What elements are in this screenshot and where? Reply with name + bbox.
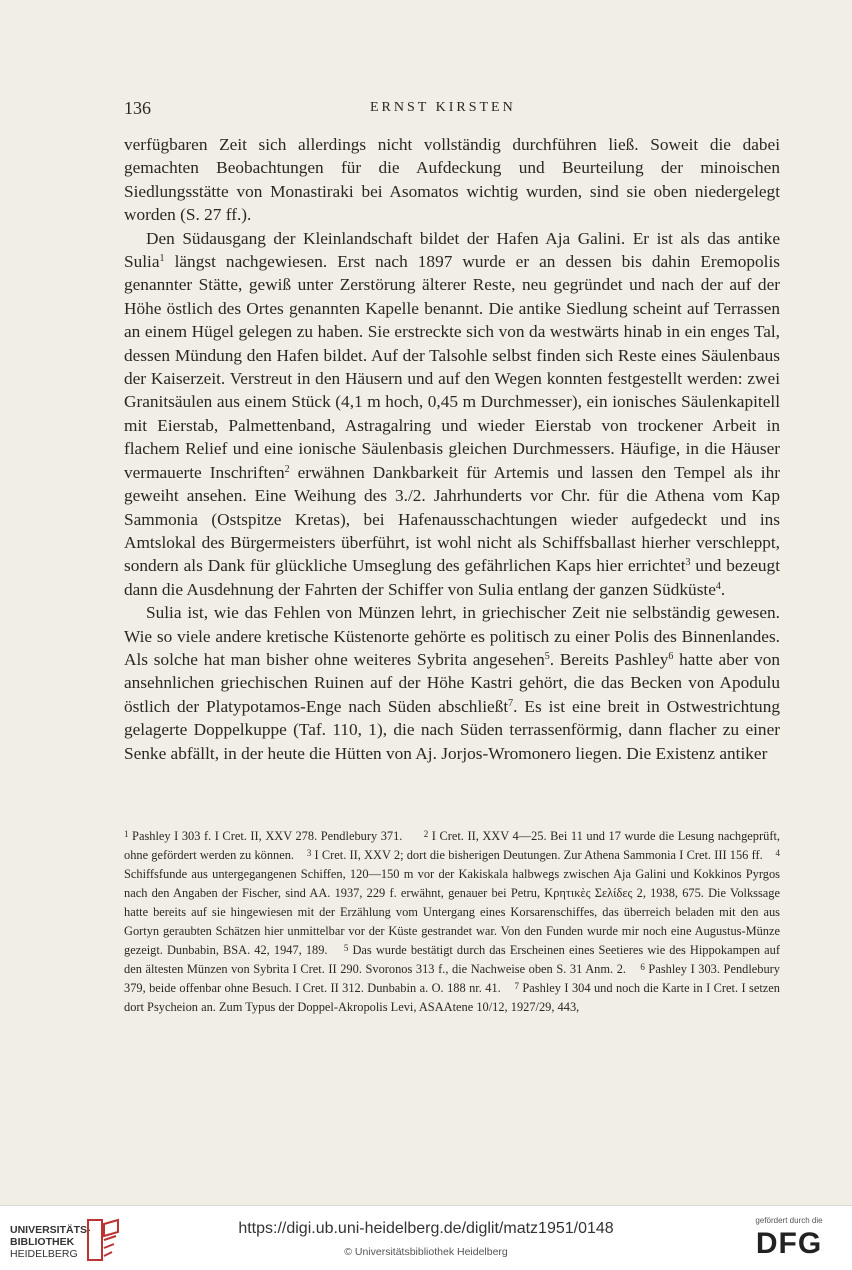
- library-logo-text[interactable]: UNIVERSITÄTS- BIBLIOTHEK HEIDELBERG: [10, 1224, 91, 1260]
- paragraph-2: Den Südausgang der Kleinlandschaft bildet der Hafen Aja Galini. Er ist als das antike Sulia$^1$ längst nachgewiesen. Erst nach 1897 wurde er an dessen bis dahin Eremopolis genannter Stätte, gewiß unter Zerstörung älterer Reste, neu gegründet und nach der auf der Höhe östlich des Ortes genannten Kapelle benannt. Die antike Siedlung scheint auf Terrassen an einem Hügel gelegen zu haben. Sie erstreckte sich von da westwärts hinab in ein enges Tal, dessen Mündung den Hafen bildet. Auf der Talsohle selbst finden sich Reste eines Säulenbaus der Kaiserzeit. Verstreut in den Häusern und auf den Wegen konnten festgestellt werden: zwei Granitsäulen aus einem Stück (4,1 m hoch, 0,45 m Durchmesser), ein ionisches Säulenkapitell mit Eierstab, Palmettenband, Astragalring und wieder Eierstab von trockener Arbeit in flachem Relief und eine ionische Säulenbasis gleichen Durchmessers. Häufige, in die Häuser vermauerte Inschriften$^2$ erwähnen Dankbarkeit für Artemis und lassen den Tempel als ihr geweiht ansehen. Eine Weihung des 3./2. Jahrhunderts vor Chr. für die Athena vom Kap Sammonia (Ostspitze Kretas), bei Hafenausschachtungen wieder aufgedeckt und ins Amtslokal des Bürgermeisters überführt, ist wohl nicht als Schiffsballast hierher verschleppt, sondern als Dank für glückliche Umseglung des gefährlichen Kaps hier errichtet$^3$ und bezeugt dann die Ausdehnung der Fahrten der Schiffer von Sulia entlang der ganzen Südküste$^4$.: [124, 228, 780, 599]
- footnote-number: 7: [514, 981, 519, 991]
- footnote-ref-6[interactable]: 6: [668, 650, 674, 662]
- footnote-number: 3: [306, 848, 312, 858]
- dfg-logo-icon: DFG: [755, 1227, 823, 1260]
- running-header: [124, 98, 780, 122]
- paragraph-3: Sulia ist, wie das Fehlen von Münzen lehrt, in griechischer Zeit nie selbständig gewesen. Wie so viele andere kretische Küstenorte gehörte es politisch zu einer Polis des Binnenlandes. Als solche hat man bisher ohne weiteres Sybrita angesehen$^5$. Bereits Pashley$^6$ hatte aber von ansehnlichen griechischen Ruinen auf der Höhe Kastri gehört, die das Becken von Apodulu östlich der Platypotamos-Enge nach Süden abschließt$^7$. Es ist eine breit in Ostwestrichtung gelagerte Doppelkuppe (Taf. 110, 1), die nach Süden terrassenförmig, dann flacher zu einer Senke abfällt, in der heute die Hütten von Aj. Jorjos-Wromonero liegen. Die Existenz antiker: [124, 603, 781, 763]
- main-text: [124, 133, 780, 765]
- footnote-number: 6: [640, 962, 645, 972]
- footnote-number: 1: [124, 829, 129, 839]
- viewer-footer: [0, 1205, 852, 1270]
- footnote-number: 4: [775, 848, 781, 858]
- footnote-ref-5[interactable]: 5: [544, 650, 550, 662]
- footnote-ref-4[interactable]: 4: [715, 580, 721, 592]
- footnote-ref-1[interactable]: 1: [159, 253, 165, 265]
- footnote-number: 5: [343, 943, 349, 953]
- footnotes: [124, 827, 780, 1017]
- paragraph-1: verfügbaren Zeit sich allerdings nicht vollständig durchführen ließ. Soweit die dabei gemachten Beobachtungen für die Aufdeckung und Beurteilung der minoischen Siedlungsstätte von Monastiraki bei Asomatos wichtig wurden, sind sie oben niedergelegt worden (S. 27 ff.).: [124, 135, 780, 225]
- page-number: 136: [124, 98, 151, 118]
- running-title: ERNST KIRSTEN: [370, 100, 516, 115]
- footnote-block: $^1$ Pashley I 303 f. I Cret. II, XXV 278. Pendlebury 371. $^2$ I Cret. II, XXV 4—25. Bei 11 und 17 wurde die Lesung nachgeprüft, ohne gefördert werden zu können. $^3$ I Cret. II, XXV 2; dort die bisherigen Deutungen. Zur Athena Sammonia I Cret. III 156 ff. $^4$ Schiffsfunde aus untergegangenen Schiffen, 120—150 m vor der Kakiskala halbwegs zwischen Aja Galini und Kokkinos Pyrgos nach den Angaben der Fischer, sind AA. 1937, 229 f. erwähnt, genauer bei Petru, Κρητικὲς Σελίδες 2, 1938, 675. Die Volkssage hatte bereits auf sie hingewiesen mit der Erzählung vom Untergang eines Korsarenschiffes, das überreich beladen mit den aus Gortyn geraubten Schätzen hier unmittelbar vor der Küste gestrandet war. Von den Funden wurde mir noch eine Augustus-Münze gezeigt. Dunbabin, BSA. 42, 1947, 189. $^5$ Das wurde bestätigt durch das Erscheinen eines Seetieres wie des Hippokampen auf den ältesten Münzen von Sybrita I Cret. II 290. Svoronos 313 f., die Nachweise oben S. 31 Anm. 2. $^6$ Pashley I 303. Pendlebury 379, beide offenbar ohne Besuch. I Cret. II 312. Dunbabin a. O. 188 nr. 41. $^7$ Pashley I 304 und noch die Karte in I Cret. I setzen dort Psycheion an. Zum Typus der Doppel-Akropolis Levi, ASAAtene 10/12, 1927/29, 443,: [124, 829, 781, 1014]
- permalink-url[interactable]: https://digi.ub.uni-heidelberg.de/diglit/matz1951/0148: [238, 1220, 614, 1237]
- footnote-ref-3[interactable]: 3: [685, 557, 691, 569]
- footnote-number: 2: [423, 829, 429, 839]
- footnote-ref-2[interactable]: 2: [284, 463, 290, 475]
- sponsor-logo[interactable]: gefördert durch die DFG: [744, 1216, 834, 1261]
- footnote-ref-7[interactable]: 7: [508, 697, 514, 709]
- copyright-notice: © Universitätsbibliothek Heidelberg: [344, 1246, 508, 1258]
